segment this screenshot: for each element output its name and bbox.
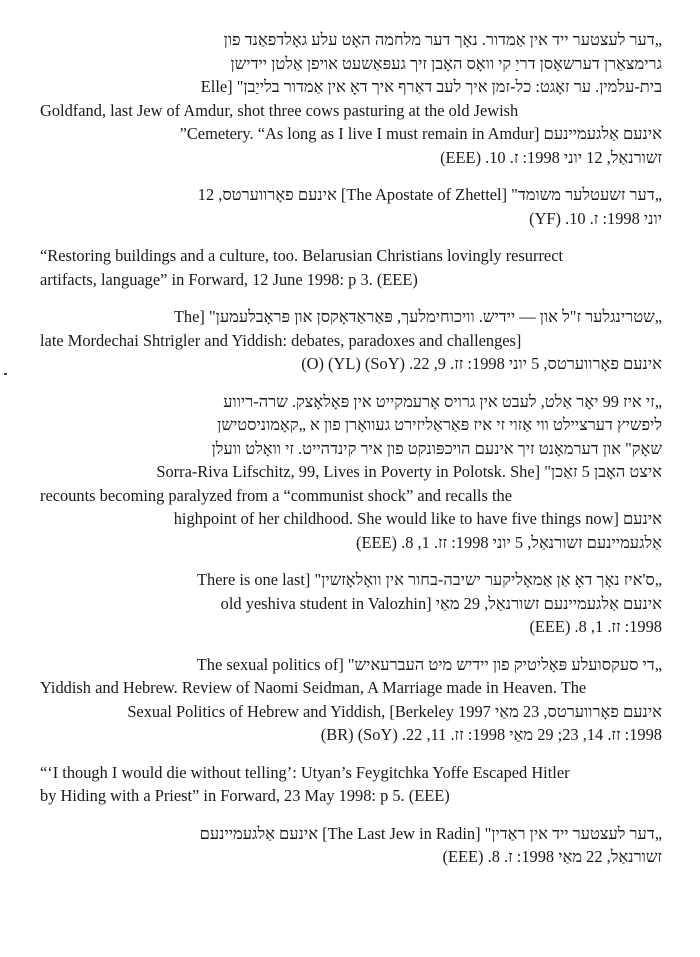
margin-mark [4, 373, 7, 375]
entry-line: „די סעקסועלע פּאָליטיק פון יידיש מיט העברעאיש" [The sexual politics of [196, 654, 662, 674]
entry-line: “Restoring buildings and a culture, too. Belarusian Christians lovingly resurrect [40, 246, 564, 265]
entry-line: זשורנאַל, 22 מאַי 1998: ז. 8. (EEE) [442, 847, 662, 866]
entry-restoring-buildings [40, 244, 662, 291]
entry-line: יוני 1998: ז. 10. (YF) [529, 208, 662, 228]
entry-lifschitz [40, 390, 662, 555]
entry-apostate-zhettel [40, 183, 662, 230]
entry-sexual-politics [40, 653, 662, 747]
entry-line: Yiddish and Hebrew. Review of Naomi Seidman, A Marriage made in Heaven. The [40, 678, 587, 697]
entry-line: אַלגעמיינעם זשורנאַל, 5 יוני 1998: זז. 1, 8. (EEE) [356, 532, 662, 552]
entry-line: זשורנאַל, 12 יוני 1998: ז. 10. (EEE) [440, 147, 662, 167]
entry-shtrigler [40, 305, 662, 376]
entry-line: ליפשיץ דערציילט ווי אַזוי זי איז פּאַראַליזירט געוואָרן פון א „קאָמוניסטישן [217, 415, 662, 434]
entry-line: אינעם [highpoint of her childhood. She would like to have five things now [173, 509, 662, 528]
entry-line: „דער זשעטלער משומד" [The Apostate of Zhettel] אינעם פאָרווערטס, 12 [197, 185, 662, 204]
entry-line: „שטרינגלער ז"ל און — יידיש. וויכוחימלעך, פּאַראַדאָקסן און פּראָבלעמען" [The [173, 307, 662, 326]
entry-line: אינעם אַלגעמיינעם זשורנאַל, 29 מאַי [old yeshiva student in Valozhin [220, 593, 662, 613]
entry-line: 1998: זז. 14, 23; 29 מאַי 1998: זז. 11, 22. (SoY) (BR) [320, 725, 662, 744]
bibliography-page [40, 28, 662, 883]
entry-line: “‘I though I would die without telling’: Utyan’s Feygitchka Yoffe Escaped Hitler [40, 762, 570, 782]
entry-line: „זי איז 99 יאָר אַלט, לעבט אין גרויס אָרעמקייט אין פּאָלאָצק. שרה-ריווע [223, 391, 662, 411]
entry-line: 1998: זז. 1, 8. (EEE) [529, 617, 662, 636]
entry-line: איצט האָבן 5 זאַכן" [Sorra-Riva Lifschitz, 99, Lives in Poverty in Polotsk. She [156, 462, 662, 481]
entry-line: אינעם פאָרווערטס, 5 יוני 1998: זז. 9, 22. (SoY) (YL) (O) [301, 354, 662, 373]
entry-line: שאָק" און דערמאָנט זיך אינעם הויכפּונקט פון איר קינדהייט. זי וואָלט וועלן [211, 438, 662, 458]
entry-line: recounts becoming paralyzed from a “communist shock” and recalls the [40, 485, 512, 505]
entry-line: „דער לעצטער ייד אין ראַדין" [The Last Jew in Radin] אינעם אַלגעמיינעם [199, 823, 662, 843]
entry-line: artifacts, language” in Forward, 12 June 1998: p 3. (EEE) [40, 269, 418, 289]
entry-line: late Mordechai Shtrigler and Yiddish: debates, paradoxes and challenges] [40, 330, 522, 350]
entry-feygitchka-yoffe [40, 761, 662, 808]
entry-line: אינעם אַלגעמיינעם [Cemetery. “As long as I live I must remain in Amdur” [179, 124, 662, 143]
entry-line: אינעם פאָרווערטס, 23 מאַי Sexual Politics of Hebrew and Yiddish, [Berkeley 1997 [127, 701, 662, 721]
entry-line: by Hiding with a Priest” in Forward, 23 May 1998: p 5. (EEE) [40, 786, 450, 805]
entry-line: „ס'איז נאָך דאָ אַן אַמאָליקער ישיבה-בחור אין וואָלאָזשין" [There is one last [197, 570, 662, 589]
entry-last-jew-radin [40, 822, 662, 869]
entry-line: גרימצאַרן דערשאָסן דריַ קי וואָס האָבן זיך געפּאַשעט אויפן אַלטן יידישן [230, 53, 662, 73]
entry-line: בית-עלמין. ער זאָגט: כל-זמן איך לעב דאַרף איך דאָ אין אַמדור בלייַבן" [Elle [200, 77, 662, 96]
entry-line: Goldfand, last Jew of Amdur, shot three cows pasturing at the old Jewish [40, 100, 519, 120]
entry-line: „דער לעצטער ייד אין אַמדור. נאָך דער מלחמה האָט עלע גאָלדפאַנד פון [223, 30, 662, 49]
entry-last-jew-amdur [40, 28, 662, 169]
entry-yeshiva-valozhin [40, 568, 662, 639]
